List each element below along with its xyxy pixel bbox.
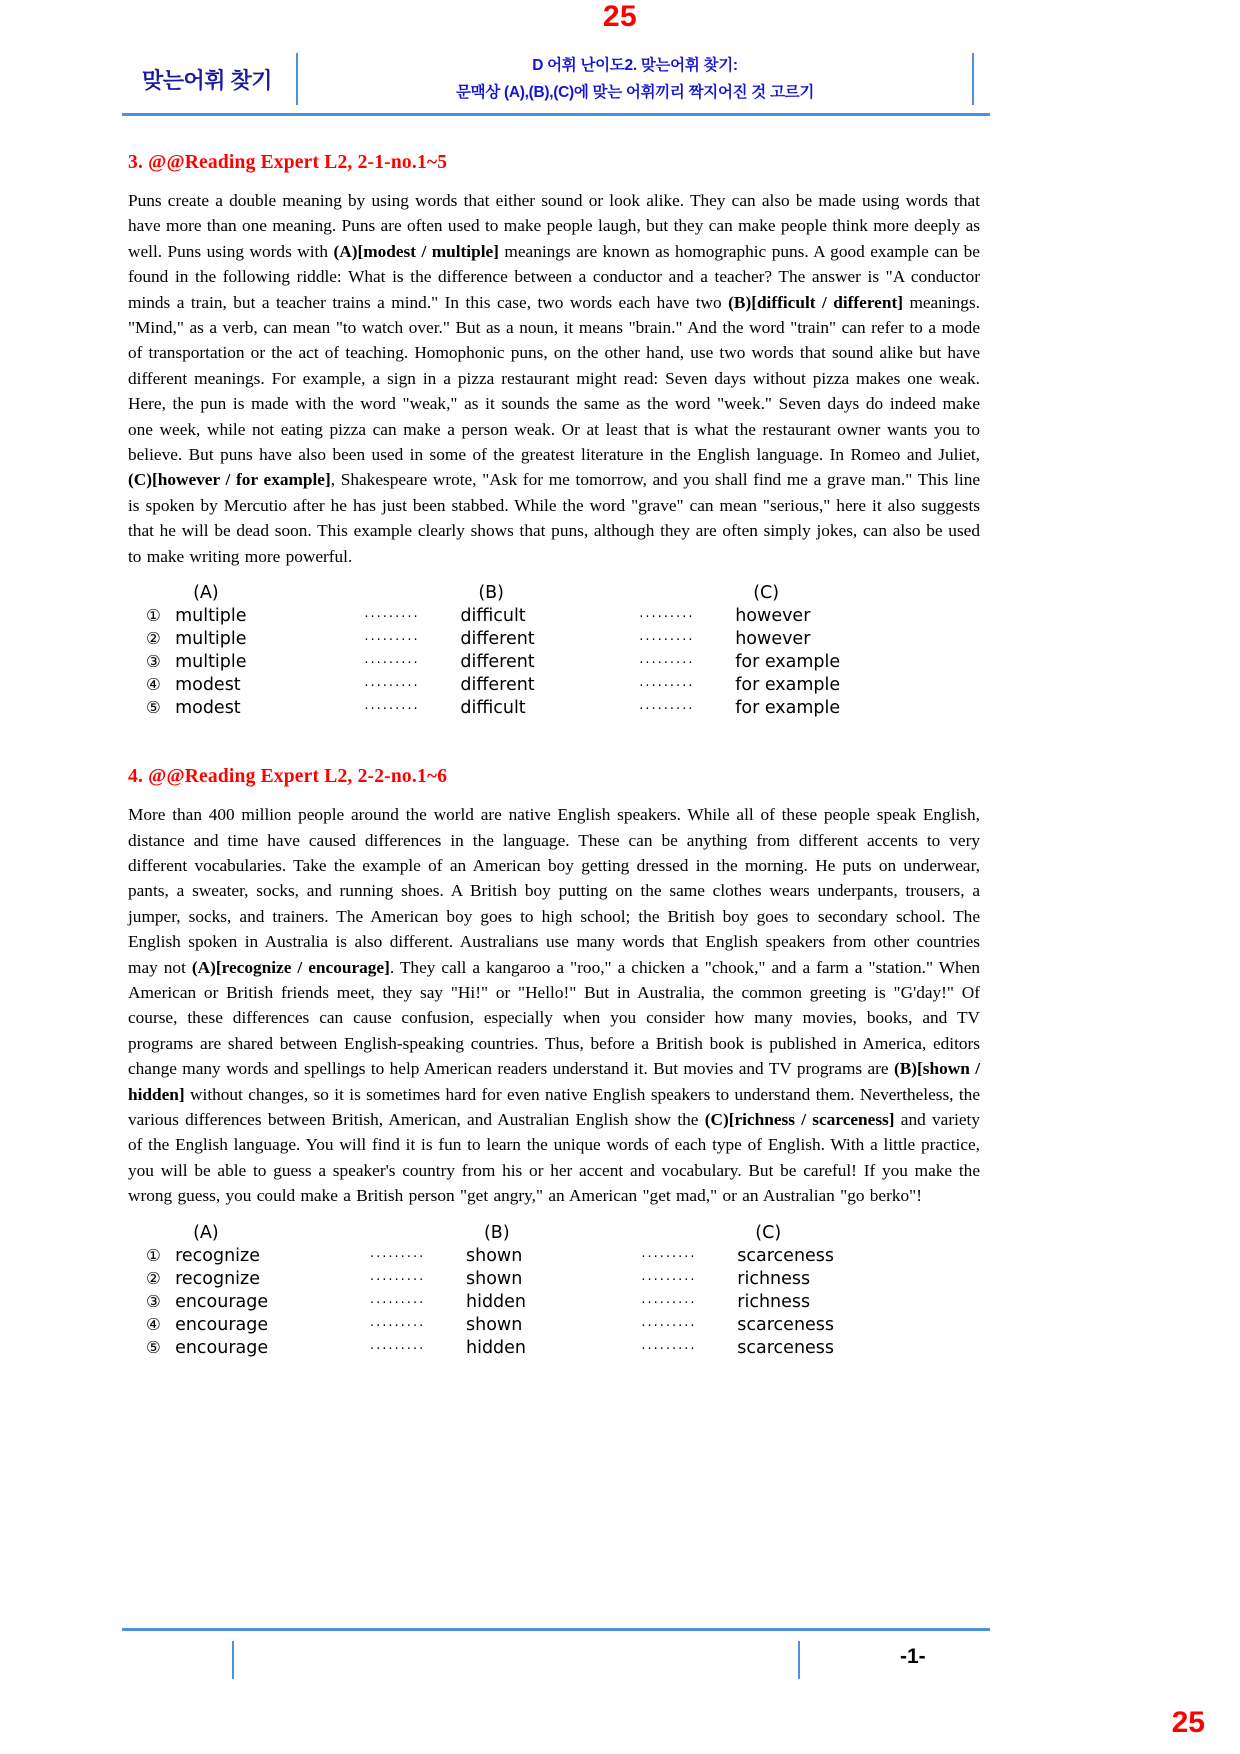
choice-option-b[interactable]: different bbox=[460, 675, 535, 696]
choices-header-row bbox=[136, 583, 896, 605]
choice-row[interactable] bbox=[136, 1314, 896, 1337]
choice-option-c[interactable]: for example bbox=[735, 652, 841, 673]
choice-dots-2: ········· bbox=[641, 1318, 697, 1334]
top-page-number: 25 bbox=[602, 0, 638, 33]
choice-option-c[interactable]: for example bbox=[735, 698, 841, 719]
choice-option-a[interactable]: modest bbox=[175, 698, 241, 719]
choice-option-a[interactable]: recognize bbox=[175, 1245, 260, 1266]
choice-dots-2: ········· bbox=[639, 656, 695, 672]
choice-dots-1: ········· bbox=[364, 702, 420, 718]
choice-row[interactable] bbox=[136, 697, 896, 720]
choices-header-a: (A) bbox=[193, 1222, 219, 1243]
header-subtitle bbox=[298, 52, 972, 106]
choice-dots-1: ········· bbox=[364, 656, 420, 672]
choice-dots-1: ········· bbox=[364, 679, 420, 695]
question-heading: 3. @@Reading Expert L2, 2-1-no.1~5 bbox=[128, 152, 448, 173]
choices-header-c: (C) bbox=[753, 583, 780, 604]
choices-header-gap-1 bbox=[364, 583, 460, 605]
choice-option-b[interactable]: shown bbox=[465, 1245, 523, 1266]
choice-option-b[interactable]: shown bbox=[465, 1268, 523, 1289]
choices-header-a: (A) bbox=[193, 583, 219, 604]
choice-dots-2: ········· bbox=[639, 610, 695, 626]
choice-row[interactable] bbox=[136, 1268, 896, 1291]
choice-row[interactable] bbox=[136, 1291, 896, 1314]
choice-option-b[interactable]: difficult bbox=[460, 606, 526, 627]
choice-dots-2: ········· bbox=[639, 633, 695, 649]
choices-header-gap-1 bbox=[370, 1223, 466, 1245]
choices-header-spacer bbox=[136, 583, 175, 605]
choice-row[interactable] bbox=[136, 628, 896, 651]
choice-number[interactable]: ③ bbox=[146, 652, 161, 672]
choice-dots-2: ········· bbox=[641, 1272, 697, 1288]
question-passage: More than 400 million people around the world are native English speakers. While all of these people speak English, distance and time have caused differences in the language. These can be anything from different accents to very different vocabularies. Take the example of an American boy getting dressed in the morning. He puts on underwear, pants, a sweater, socks, and running shoes. A British boy putting on the same clothes wears underpants, trousers, a jumper, socks, and trainers. The American boy goes to high school; the British boy goes to secondary school. The English spoken in Australia is also different. Australians use many words that English speakers from other countries may not (A)[recognize / encourage]. They call a kangaroo a "roo," a chicken a "chook," and a farm a "station." When American or British friends meet, they say "Hi!" or "Hello!" But in Australia, the common greeting is "G'day!" Of course, these differences can cause confusion, especially when you consider how many movies, books, and TV programs are shared between English-speaking countries. Thus, before a British book is published in America, editors change many words and spellings to help American readers understand it. But movies and TV programs are (B)[shown / hidden] without changes, so it is sometimes hard for even native English speakers to understand them. Nevertheless, the various differences between British, American, and Australian English show the (C)[richness / scarceness] and variety of the English language. You will find it is fun to learn the unique words of each type of English. With a little practice, you will be able to guess a speaker's country from his or her accent and vocabulary. But be careful! If you make the wrong guess, you could make a British person "get angry," an American "get mad," or an Australian "go berko"! bbox=[128, 805, 981, 1206]
header-divider-right bbox=[972, 53, 974, 105]
choice-option-c[interactable]: scarceness bbox=[737, 1314, 835, 1335]
question-block-3 bbox=[128, 150, 980, 720]
choice-option-b[interactable]: hidden bbox=[465, 1337, 527, 1358]
choice-dots-1: ········· bbox=[370, 1295, 426, 1311]
choice-dots-1: ········· bbox=[370, 1272, 426, 1288]
choice-number[interactable]: ④ bbox=[146, 675, 161, 695]
question-block-4 bbox=[128, 764, 980, 1360]
bottom-page-number: 25 bbox=[1171, 1706, 1205, 1739]
choice-dots-1: ········· bbox=[370, 1318, 426, 1334]
choice-row[interactable] bbox=[136, 1337, 896, 1360]
choice-option-b[interactable]: shown bbox=[465, 1314, 523, 1335]
choices-body bbox=[136, 1245, 896, 1360]
choice-number[interactable]: ⑤ bbox=[146, 698, 161, 718]
choices-header-gap-2 bbox=[641, 1223, 737, 1245]
choice-row[interactable] bbox=[136, 605, 896, 628]
question-passage: Puns create a double meaning by using words that either sound or look alike. They can also be made using words that have more than one meaning. Puns are often used to make people laugh, but they can make people think more deeply as well. Puns using words with (A)[modest / multiple] meanings are known as homographic puns. A good example can be found in the following riddle: What is the difference between a conductor and a teacher? The answer is "A conductor minds a train, but a teacher trains a mind." In this case, two words each have two (B)[difficult / different] meanings. "Mind," as a verb, can mean "to watch over." But as a noun, it means "brain." And the word "train" can refer to a mode of transportation or the act of teaching. Homophonic puns, on the other hand, use two words that sound alike but have different meanings. For example, a sign in a pizza restaurant might read: Seven days without pizza makes one weak. Here, the pun is made with the word "weak," as it sounds the same as the word "week." Seven days do indeed make one week, while not eating pizza can make a person weak. Or at least that is what the restaurant owner wants you to believe. But puns have also been used in some of the greatest literature in the English language. In Romeo and Juliet, (C)[however / for example], Shakespeare wrote, "Ask for me tomorrow, and you shall find me a grave man." This line is spoken by Mercutio after he has just been stabbed. While the word "grave" can mean "serious," here it also suggests that he will be dead soon. This example clearly shows that puns, although they are often simply jokes, can also be used to make writing more powerful. bbox=[128, 191, 981, 566]
question-heading: 4. @@Reading Expert L2, 2-2-no.1~6 bbox=[128, 766, 448, 788]
choice-option-c[interactable]: for example bbox=[735, 675, 841, 696]
choice-option-a[interactable]: multiple bbox=[175, 629, 247, 650]
choices-body bbox=[136, 605, 896, 720]
choice-dots-2: ········· bbox=[641, 1295, 697, 1311]
choices-header-b: (B) bbox=[478, 583, 505, 604]
choice-dots-1: ········· bbox=[370, 1341, 426, 1357]
answer-choices-table bbox=[136, 1223, 896, 1360]
choice-row[interactable] bbox=[136, 1245, 896, 1268]
choice-number[interactable]: ① bbox=[146, 1245, 161, 1265]
header-subtitle-line-2: 문맥상 (A),(B),(C)에 맞는 어휘끼리 짝지어진 것 고르기 bbox=[455, 84, 815, 101]
page-marker: -1- bbox=[900, 1645, 926, 1668]
choice-row[interactable] bbox=[136, 674, 896, 697]
choice-number[interactable]: ④ bbox=[146, 1314, 161, 1334]
choices-header-spacer bbox=[136, 1223, 175, 1245]
header-rule bbox=[122, 113, 990, 116]
choice-number[interactable]: ② bbox=[146, 1268, 161, 1288]
choice-dots-1: ········· bbox=[364, 633, 420, 649]
answer-choices-table bbox=[136, 583, 896, 720]
choice-number[interactable]: ② bbox=[146, 629, 161, 649]
choice-option-c[interactable]: scarceness bbox=[737, 1245, 835, 1266]
choice-option-a[interactable]: multiple bbox=[175, 606, 247, 627]
choice-option-b[interactable]: hidden bbox=[465, 1291, 527, 1312]
choice-option-c[interactable]: however bbox=[735, 606, 811, 627]
choice-dots-1: ········· bbox=[370, 1249, 426, 1265]
choice-option-b[interactable]: difficult bbox=[460, 698, 526, 719]
header-title: 맞는어휘 찾기 bbox=[141, 67, 273, 93]
choice-option-a[interactable]: encourage bbox=[175, 1337, 269, 1358]
choice-option-c[interactable]: richness bbox=[737, 1291, 811, 1312]
choice-number[interactable]: ③ bbox=[146, 1291, 161, 1311]
choices-header-row bbox=[136, 1223, 896, 1245]
choice-option-c[interactable]: scarceness bbox=[737, 1337, 835, 1358]
choice-dots-2: ········· bbox=[641, 1341, 697, 1357]
page-header bbox=[128, 48, 990, 110]
choice-dots-2: ········· bbox=[641, 1249, 697, 1265]
choice-dots-2: ········· bbox=[639, 702, 695, 718]
footer-rule bbox=[122, 1628, 990, 1631]
choices-header-gap-2 bbox=[639, 583, 735, 605]
choice-dots-2: ········· bbox=[639, 679, 695, 695]
footer-tick-left bbox=[232, 1641, 234, 1679]
choice-row[interactable] bbox=[136, 651, 896, 674]
choices-header-b: (B) bbox=[483, 1222, 510, 1243]
choice-dots-1: ········· bbox=[364, 610, 420, 626]
choice-number[interactable]: ① bbox=[146, 606, 161, 626]
choice-option-a[interactable]: encourage bbox=[175, 1291, 269, 1312]
choice-option-b[interactable]: different bbox=[460, 652, 535, 673]
header-subtitle-line-1: D 어휘 난이도2. 맞는어휘 찾기: bbox=[532, 57, 738, 74]
choice-option-b[interactable]: different bbox=[460, 629, 535, 650]
choice-option-c[interactable]: however bbox=[735, 629, 811, 650]
choice-option-a[interactable]: multiple bbox=[175, 652, 247, 673]
content-area bbox=[128, 150, 980, 1360]
choice-option-c[interactable]: richness bbox=[737, 1268, 811, 1289]
footer-tick-right bbox=[798, 1641, 800, 1679]
choices-header-c: (C) bbox=[755, 1222, 782, 1243]
choice-option-a[interactable]: recognize bbox=[175, 1268, 260, 1289]
choice-option-a[interactable]: modest bbox=[175, 675, 241, 696]
section-spacer bbox=[128, 720, 980, 764]
choice-number[interactable]: ⑤ bbox=[146, 1337, 161, 1357]
choice-option-a[interactable]: encourage bbox=[175, 1314, 269, 1335]
